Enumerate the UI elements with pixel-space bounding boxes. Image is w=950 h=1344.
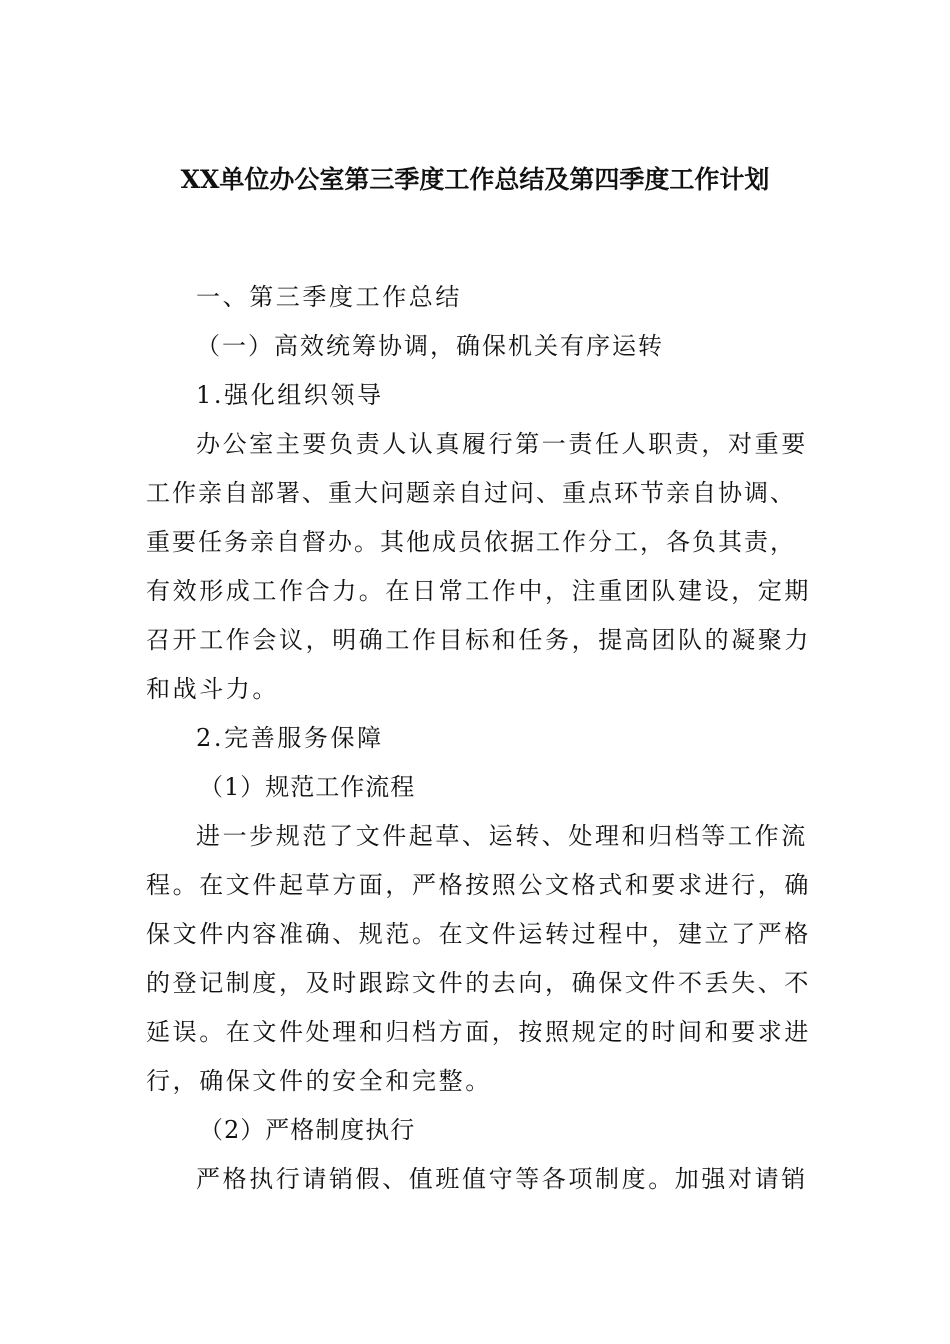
- paragraph-line: 召开工作会议，明确工作目标和任务，提高团队的凝聚力: [146, 626, 811, 654]
- subsection-heading: （一）高效统筹协调，确保机关有序运转: [196, 332, 664, 360]
- paragraph-line: 重要任务亲自督办。其他成员依据工作分工，各负其责，: [146, 528, 796, 556]
- item-heading: 2.完善服务保障: [196, 724, 384, 752]
- paragraph-line: 行，确保文件的安全和完整。: [146, 1067, 492, 1095]
- paragraph-line: 工作亲自部署、重大问题亲自过问、重点环节亲自协调、: [146, 479, 796, 507]
- paragraph-line: 程。在文件起草方面，严格按照公文格式和要求进行，确: [146, 871, 811, 899]
- paragraph-line: 进一步规范了文件起草、运转、处理和归档等工作流: [196, 822, 808, 850]
- document-title: XX单位办公室第三季度工作总结及第四季度工作计划: [180, 165, 770, 194]
- item-heading: 1.强化组织领导: [196, 381, 384, 409]
- sub-item-heading: （2）严格制度执行: [199, 1116, 416, 1144]
- paragraph-line: 严格执行请销假、值班值守等各项制度。加强对请销: [196, 1165, 808, 1193]
- section-heading: 一、第三季度工作总结: [196, 283, 462, 311]
- paragraph-line: 和战斗力。: [146, 675, 279, 703]
- paragraph-line: 有效形成工作合力。在日常工作中，注重团队建设，定期: [146, 577, 811, 605]
- paragraph-line: 的登记制度，及时跟踪文件的去向，确保文件不丢失、不: [146, 969, 811, 997]
- sub-item-heading: （1）规范工作流程: [199, 773, 416, 801]
- paragraph-line: 保文件内容准确、规范。在文件运转过程中，建立了严格: [146, 920, 811, 948]
- paragraph-line: 延误。在文件处理和归档方面，按照规定的时间和要求进: [146, 1018, 811, 1046]
- document-body: [146, 273, 811, 1204]
- paragraph-line: 办公室主要负责人认真履行第一责任人职责，对重要: [196, 430, 808, 458]
